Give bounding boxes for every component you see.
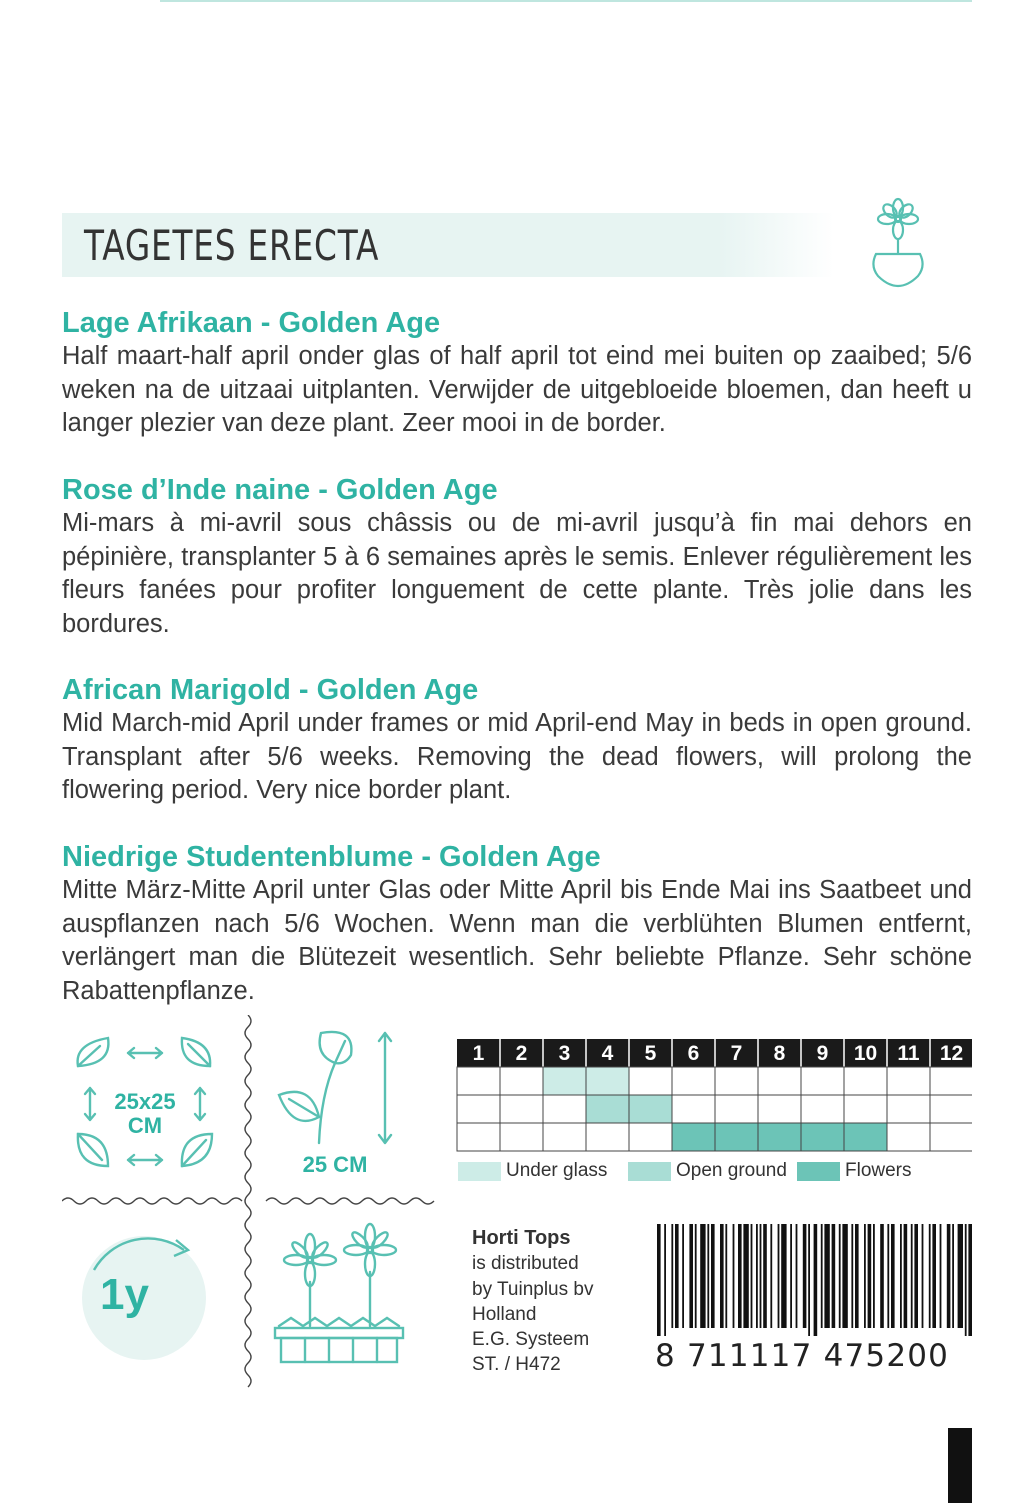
calendar-month-7: 7 [730,1042,743,1065]
section-english [62,673,972,808]
barcode-bar [671,1224,673,1328]
legend-label: Under glass [506,1160,608,1181]
spacing-unit: CM [127,1113,163,1138]
section-text: Mi-mars à mi-avril sous châssis ou de mi-avril jusqu’à fin mai dehors en pépinière, transplanter 5 à 6 semaines après le semis. Enlever régulièrement les fleurs fanées pour profiter longuement de cette plante. Très jolie dans les bordures. [62,509,972,638]
calendar-month-5: 5 [644,1042,657,1065]
top-rule [160,0,972,2]
barcode-bar [911,1224,913,1328]
barcode-bar [832,1224,836,1328]
barcode-bar [778,1224,780,1328]
barcode-bar [751,1224,753,1328]
barcode-bar [763,1224,767,1328]
seedling-tray-icon [265,1222,415,1372]
barcode-bar [855,1224,859,1328]
calendar-cell [543,1095,586,1123]
barcode-bar [756,1224,758,1328]
section-heading: African Marigold - Golden Age [62,674,479,706]
calendar-cell-flowers [672,1123,715,1151]
calendar-cell [500,1095,543,1123]
barcode-bar [760,1224,762,1328]
barcode-bar [695,1224,697,1328]
distributor-line: ST. / H472 [472,1354,561,1376]
calendar-cell [758,1095,801,1123]
section-french [62,473,972,641]
calendar-cell [715,1095,758,1123]
barcode-bar [851,1224,853,1328]
calendar-cell-flowers [715,1123,758,1151]
section-text: Mitte März-Mitte April unter Glas oder Mitte April bis Ende Mai ins Saatbeet und auspflanzen nach 5/6 Wochen. Wenn man die verblühten Blumen entfernt, verlängert man die Blütezeit wesentlich. Sehr beliebte Pflanze. Sehr schöne Rabattenpflanze. [62,876,972,1005]
calendar-month-2: 2 [515,1042,528,1065]
legend-label: Flowers [845,1160,912,1181]
barcode-bar [725,1224,727,1328]
distributor-line: Holland [472,1303,537,1325]
calendar-cell-open_ground [586,1095,629,1123]
barcode-bar [790,1224,792,1328]
barcode-bar [839,1224,841,1328]
section-dutch [62,306,972,441]
barcode-digits: 8 711117 475200 [655,1338,950,1374]
section-heading: Niedrige Studentenblume - Golden Age [62,841,601,873]
section-text: Mid March-mid April under frames or mid April-end May in beds in open ground. Transplant after 5/6 weeks. Removing the dead flowers, will prolong the flowering period. Very nice border plant. [62,709,972,804]
flower-pot-icon [868,196,928,288]
calendar-cell [801,1095,844,1123]
barcode-bar [657,1224,661,1336]
sowing-calendar [456,1038,972,1153]
barcode-bar [743,1224,748,1328]
barcode-bar [922,1224,924,1328]
calendar-cell-under_glass [586,1067,629,1095]
calendar-month-12: 12 [939,1042,964,1065]
barcode-bar [965,1224,967,1336]
barcode-bar [720,1224,724,1328]
calendar-month-1: 1 [472,1042,485,1065]
section-heading: Lage Afrikaan - Golden Age [62,307,441,339]
calendar-cell [586,1123,629,1151]
barcode-bar [689,1224,693,1328]
barcode-bar [738,1224,742,1328]
spacing-value: 25x25 [114,1089,176,1114]
barcode-bar [707,1224,709,1328]
brand-name: Horti Tops [472,1227,571,1249]
legend-label: Open ground [676,1160,787,1181]
calendar-month-11: 11 [897,1042,920,1065]
barcode-bar [880,1224,884,1328]
distributor-info [472,1226,593,1378]
barcode-bar [700,1224,705,1328]
plant-height-icon [275,1025,405,1150]
calendar-cell [672,1067,715,1095]
calendar-month-9: 9 [816,1042,829,1065]
barcode-bar [873,1224,875,1328]
calendar-cell [672,1095,715,1123]
distributor-line: by Tuinplus bv [472,1278,594,1300]
barcode-bar [864,1224,866,1328]
calendar-cell [930,1123,972,1151]
calendar-cell-under_glass [543,1067,586,1095]
barcode [655,1224,973,1336]
barcode-bar [796,1224,798,1328]
calendar-cell [801,1067,844,1095]
horizontal-wavy-divider [62,1193,442,1209]
plant-height-label: 25 CM [302,1152,368,1177]
barcode-bar [891,1224,895,1328]
barcode-bar [814,1224,818,1336]
distributor-line: E.G. Systeem [472,1329,590,1351]
barcode-bar [664,1224,666,1336]
barcode-bar [770,1224,772,1328]
calendar-cell-open_ground [629,1095,672,1123]
barcode-bar [803,1224,807,1328]
calendar-cell [629,1123,672,1151]
section-heading: Rose d’Inde naine - Golden Age [62,474,498,506]
barcode-bar [952,1224,954,1328]
calendar-cell [887,1123,930,1151]
lifecycle-label: 1y [100,1270,149,1319]
barcode-bar [868,1224,872,1328]
barcode-bar [958,1224,963,1328]
calendar-cell [758,1067,801,1095]
legend-swatch [797,1162,840,1181]
legend-swatch [628,1162,671,1181]
calendar-cell [715,1067,758,1095]
calendar-cell-flowers [758,1123,801,1151]
calendar-cell [457,1123,500,1151]
calendar-cell-flowers [801,1123,844,1151]
calendar-month-10: 10 [853,1042,878,1065]
calendar-month-8: 8 [773,1042,786,1065]
distributor-line: is distributed [472,1253,579,1275]
barcode-bar [682,1224,684,1328]
section-german [62,840,972,1008]
calendar-cell [457,1067,500,1095]
calendar-cell [500,1123,543,1151]
barcode-bar [940,1224,942,1328]
barcode-bar [900,1224,902,1328]
spacing-label [100,1090,190,1138]
calendar-month-4: 4 [601,1042,614,1065]
calendar-cell [930,1095,972,1123]
calendar-cell [887,1067,930,1095]
calendar-cell-flowers [844,1123,887,1151]
calendar-month-3: 3 [558,1042,571,1065]
calendar-cell [543,1123,586,1151]
barcode-bar [711,1224,715,1328]
latin-name-title: TAGETES ERECTA [84,221,380,270]
calendar-cell [629,1067,672,1095]
barcode-bar [842,1224,847,1328]
barcode-bar [968,1224,972,1336]
barcode-bar [932,1224,936,1328]
barcode-bar [887,1224,889,1328]
calendar-cell [887,1095,930,1123]
legend-swatch [458,1162,501,1181]
barcode-bar [947,1224,951,1328]
calendar-cell [844,1067,887,1095]
calendar-cell [500,1067,543,1095]
calendar-cell [844,1095,887,1123]
barcode-bar [781,1224,786,1328]
barcode-bar [929,1224,931,1328]
calendar-month-6: 6 [687,1042,700,1065]
registration-mark [948,1428,972,1503]
barcode-bar [821,1224,823,1328]
barcode-bar [904,1224,908,1328]
barcode-bar [675,1224,679,1328]
barcode-bar [733,1224,735,1328]
calendar-cell [930,1067,972,1095]
barcode-bar [824,1224,829,1328]
barcode-bar [808,1224,810,1336]
section-text: Half maart-half april onder glas of half april tot eind mei buiten op zaaibed; 5/6 weken na de uitzaai uitplanten. Verwijder de uitgebloeide bloemen, dan heeft u langer plezier van deze plant. Zeer mooi in de border. [62,342,972,437]
barcode-bar [914,1224,918,1328]
calendar-cell [457,1095,500,1123]
